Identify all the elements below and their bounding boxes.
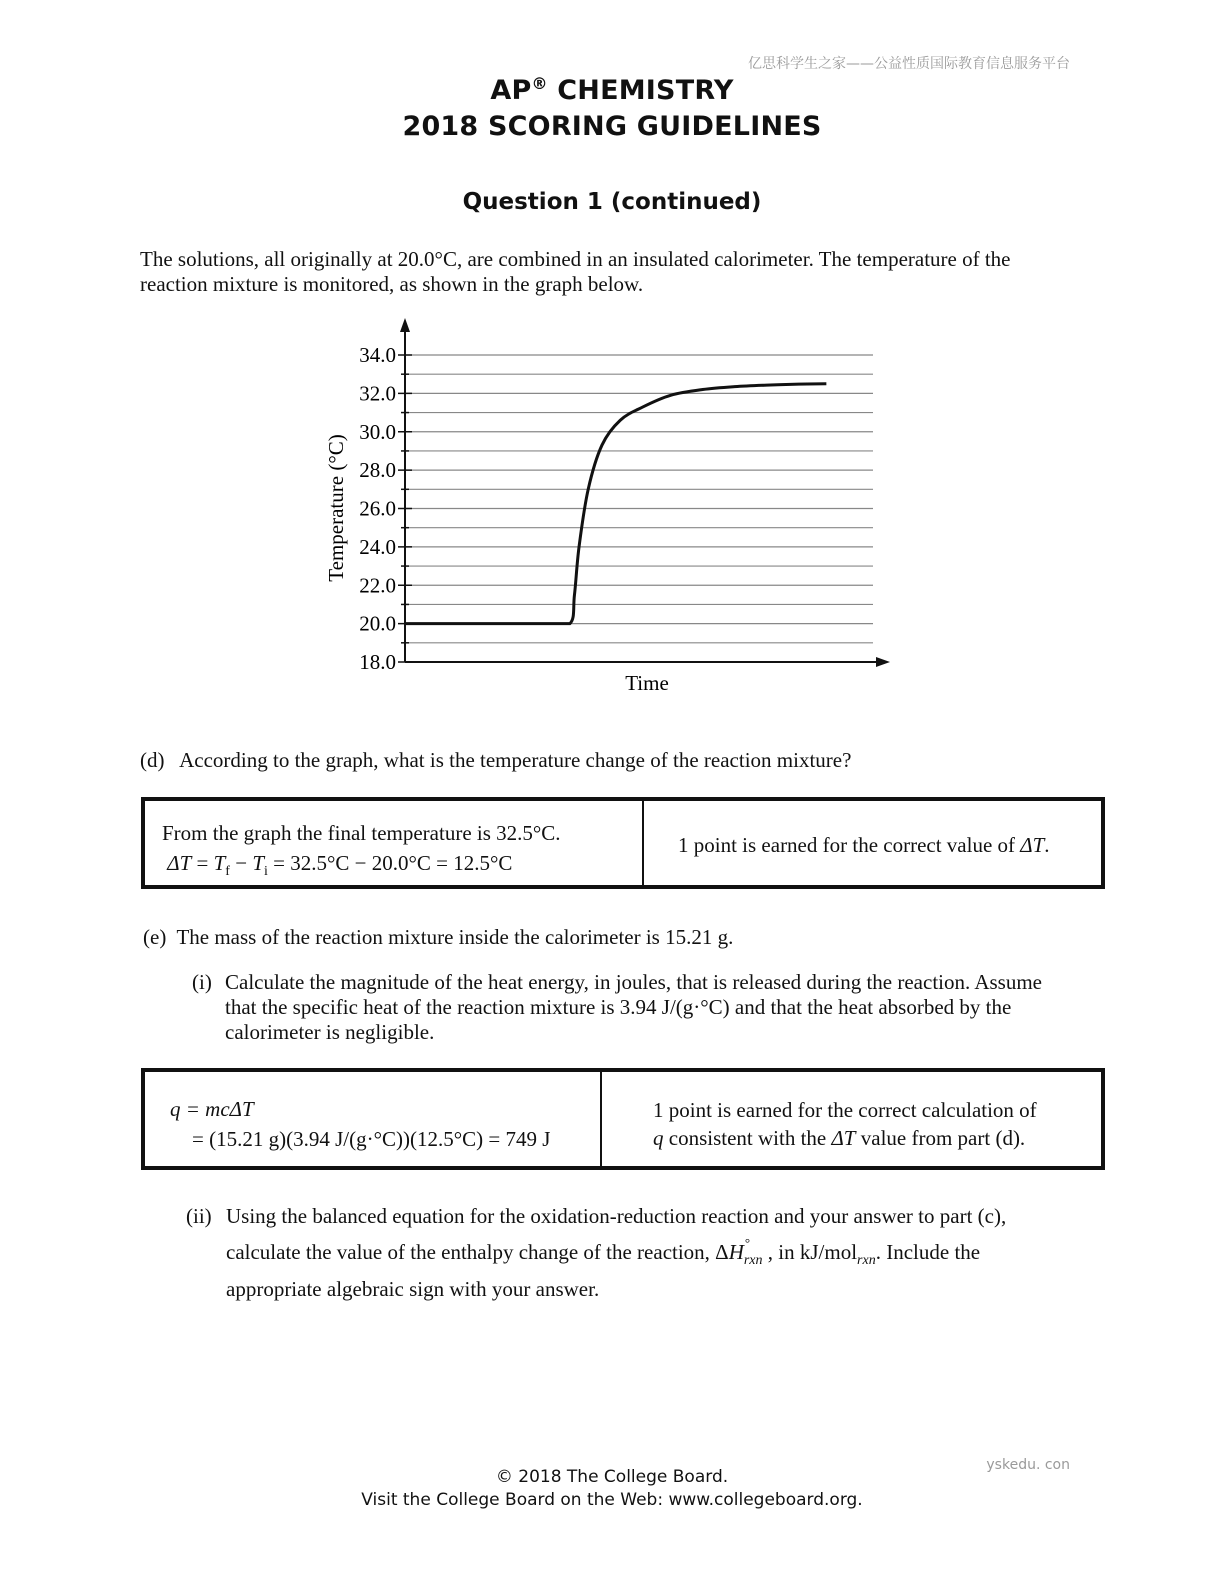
temperature-chart (300, 310, 910, 705)
footer-website: Visit the College Board on the Web: www.collegeboard.org. (361, 1490, 863, 1510)
chart-series-line (405, 384, 826, 624)
t-initial-symbol: T (252, 851, 264, 875)
question-e-label: (e) (143, 925, 167, 949)
chart-y-tick-label: 20.0 (359, 611, 396, 636)
table-e-answer-line2: = (15.21 g)(3.94 J/(g·°C))(12.5°C) = 749 J (192, 1127, 551, 1151)
enthalpy-symbol: H (728, 1240, 744, 1264)
delta-t-symbol: ΔT (831, 1126, 856, 1150)
chart-y-tick-label: 32.0 (359, 381, 396, 406)
delta-t-symbol: ΔT (167, 851, 192, 875)
footer-copyright: © 2018 The College Board. (495, 1467, 729, 1487)
question-e-i-label: (i) (192, 970, 212, 994)
title-chemistry: CHEMISTRY (547, 75, 734, 106)
minus-sign: − (229, 851, 253, 875)
question-e-i-line3: calorimeter is negligible. (225, 1020, 435, 1044)
question-e-ii (186, 1200, 1086, 1305)
question-d (140, 748, 1100, 773)
question-e-i-line2: that the specific heat of the reaction mixture is 3.94 J/(g·°C) and that the heat absorbed by the (225, 995, 1012, 1019)
delta-t-calculation: = 32.5°C − 20.0°C = 12.5°C (267, 851, 513, 875)
intro-line1: The solutions, all originally at 20.0°C, are combined in an insulated calorimeter. The temperature of the (140, 247, 1011, 271)
question-e-text: The mass of the reaction mixture inside the calorimeter is 15.21 g. (176, 925, 734, 949)
question-e (143, 925, 1103, 950)
equals-sign: = (191, 851, 214, 875)
t-initial-subscript: i (264, 864, 268, 879)
table-d-answer-line2 (162, 848, 561, 887)
scoring-table-d (141, 797, 1105, 889)
registered-mark: ® (531, 74, 548, 93)
question-e-ii-line2 (226, 1236, 1086, 1277)
chart-y-tick-label: 28.0 (359, 458, 396, 483)
table-e-divider (600, 1072, 602, 1166)
chart-y-axis-arrow (400, 318, 410, 332)
chart-y-tick-label: 22.0 (359, 573, 396, 598)
table-e-scoring-line2 (653, 1124, 1037, 1152)
question-subtitle: Question 1 (continued) (462, 189, 762, 215)
chart-y-tick-label: 24.0 (359, 534, 396, 559)
question-e-ii-line1: Using the balanced equation for the oxidation-reduction reaction and your answer to part (c), (226, 1204, 1007, 1228)
intro-line2: reaction mixture is monitored, as shown in the graph below. (140, 272, 644, 296)
chart-y-tick-label: 30.0 (359, 419, 396, 444)
table-d-answer (162, 818, 561, 887)
watermark-bottom: yskedu. con (986, 1457, 1070, 1473)
question-e-ii-line2-text: calculate the value of the enthalpy change of the reaction, Δ (226, 1240, 729, 1264)
t-final-subscript: f (225, 864, 230, 879)
chart-gridlines (405, 355, 873, 643)
title-ap: AP (490, 75, 532, 106)
table-d-scoring-period: . (1044, 833, 1050, 857)
chart-y-tick-labels (359, 343, 412, 674)
table-d-answer-line1: From the graph the final temperature is 32.5°C. (162, 821, 561, 845)
t-final-symbol: T (213, 851, 226, 875)
chart-y-tick-label: 18.0 (359, 650, 396, 674)
table-e-scoring (653, 1096, 1037, 1152)
chart-x-axis-label: Time (625, 671, 669, 695)
chart-y-axis-label: Temperature (°C) (324, 434, 348, 582)
scoring-table-e (141, 1068, 1105, 1170)
question-e-i-line1: Calculate the magnitude of the heat energy, in joules, that is released during the reaction. Assume (225, 970, 1043, 994)
q-symbol: q (653, 1126, 664, 1150)
chart-y-tick-label: 34.0 (359, 343, 396, 367)
standard-state-symbol: ° (744, 1235, 751, 1250)
table-e-scoring-end: value from part (d). (855, 1126, 1026, 1150)
question-d-label: (d) (140, 748, 165, 772)
table-e-answer-line1: q = mcΔT (170, 1097, 254, 1121)
rxn-subscript-units: rxn (857, 1253, 876, 1268)
intro-paragraph (140, 247, 1100, 297)
table-d-scoring (678, 833, 1050, 858)
page-title (0, 74, 1224, 106)
question-e-ii-units: , in kJ/mol (762, 1240, 858, 1264)
table-d-divider (642, 801, 644, 885)
page-title-line2: 2018 SCORING GUIDELINES (402, 111, 822, 142)
table-e-scoring-line1: 1 point is earned for the correct calculation of (653, 1098, 1037, 1122)
table-e-answer (170, 1094, 550, 1154)
chart-axes (400, 318, 890, 667)
table-d-scoring-var: ΔT (1020, 833, 1045, 857)
table-e-scoring-mid: consistent with the (663, 1126, 832, 1150)
question-e-ii-label: (ii) (186, 1204, 212, 1228)
rxn-subscript: rxn (743, 1253, 763, 1268)
watermark-top: 亿思科学生之家——公益性质国际教育信息服务平台 (748, 56, 1070, 72)
question-d-text: According to the graph, what is the temperature change of the reaction mixture? (179, 748, 852, 772)
chart-y-tick-label: 26.0 (359, 496, 396, 521)
chart-x-axis-arrow (876, 657, 890, 667)
table-d-scoring-text: 1 point is earned for the correct value of (678, 833, 1021, 857)
question-e-i (192, 970, 1092, 1045)
question-e-ii-line2-end: . Include the (875, 1240, 981, 1264)
question-e-ii-line3: appropriate algebraic sign with your answer. (226, 1277, 600, 1301)
